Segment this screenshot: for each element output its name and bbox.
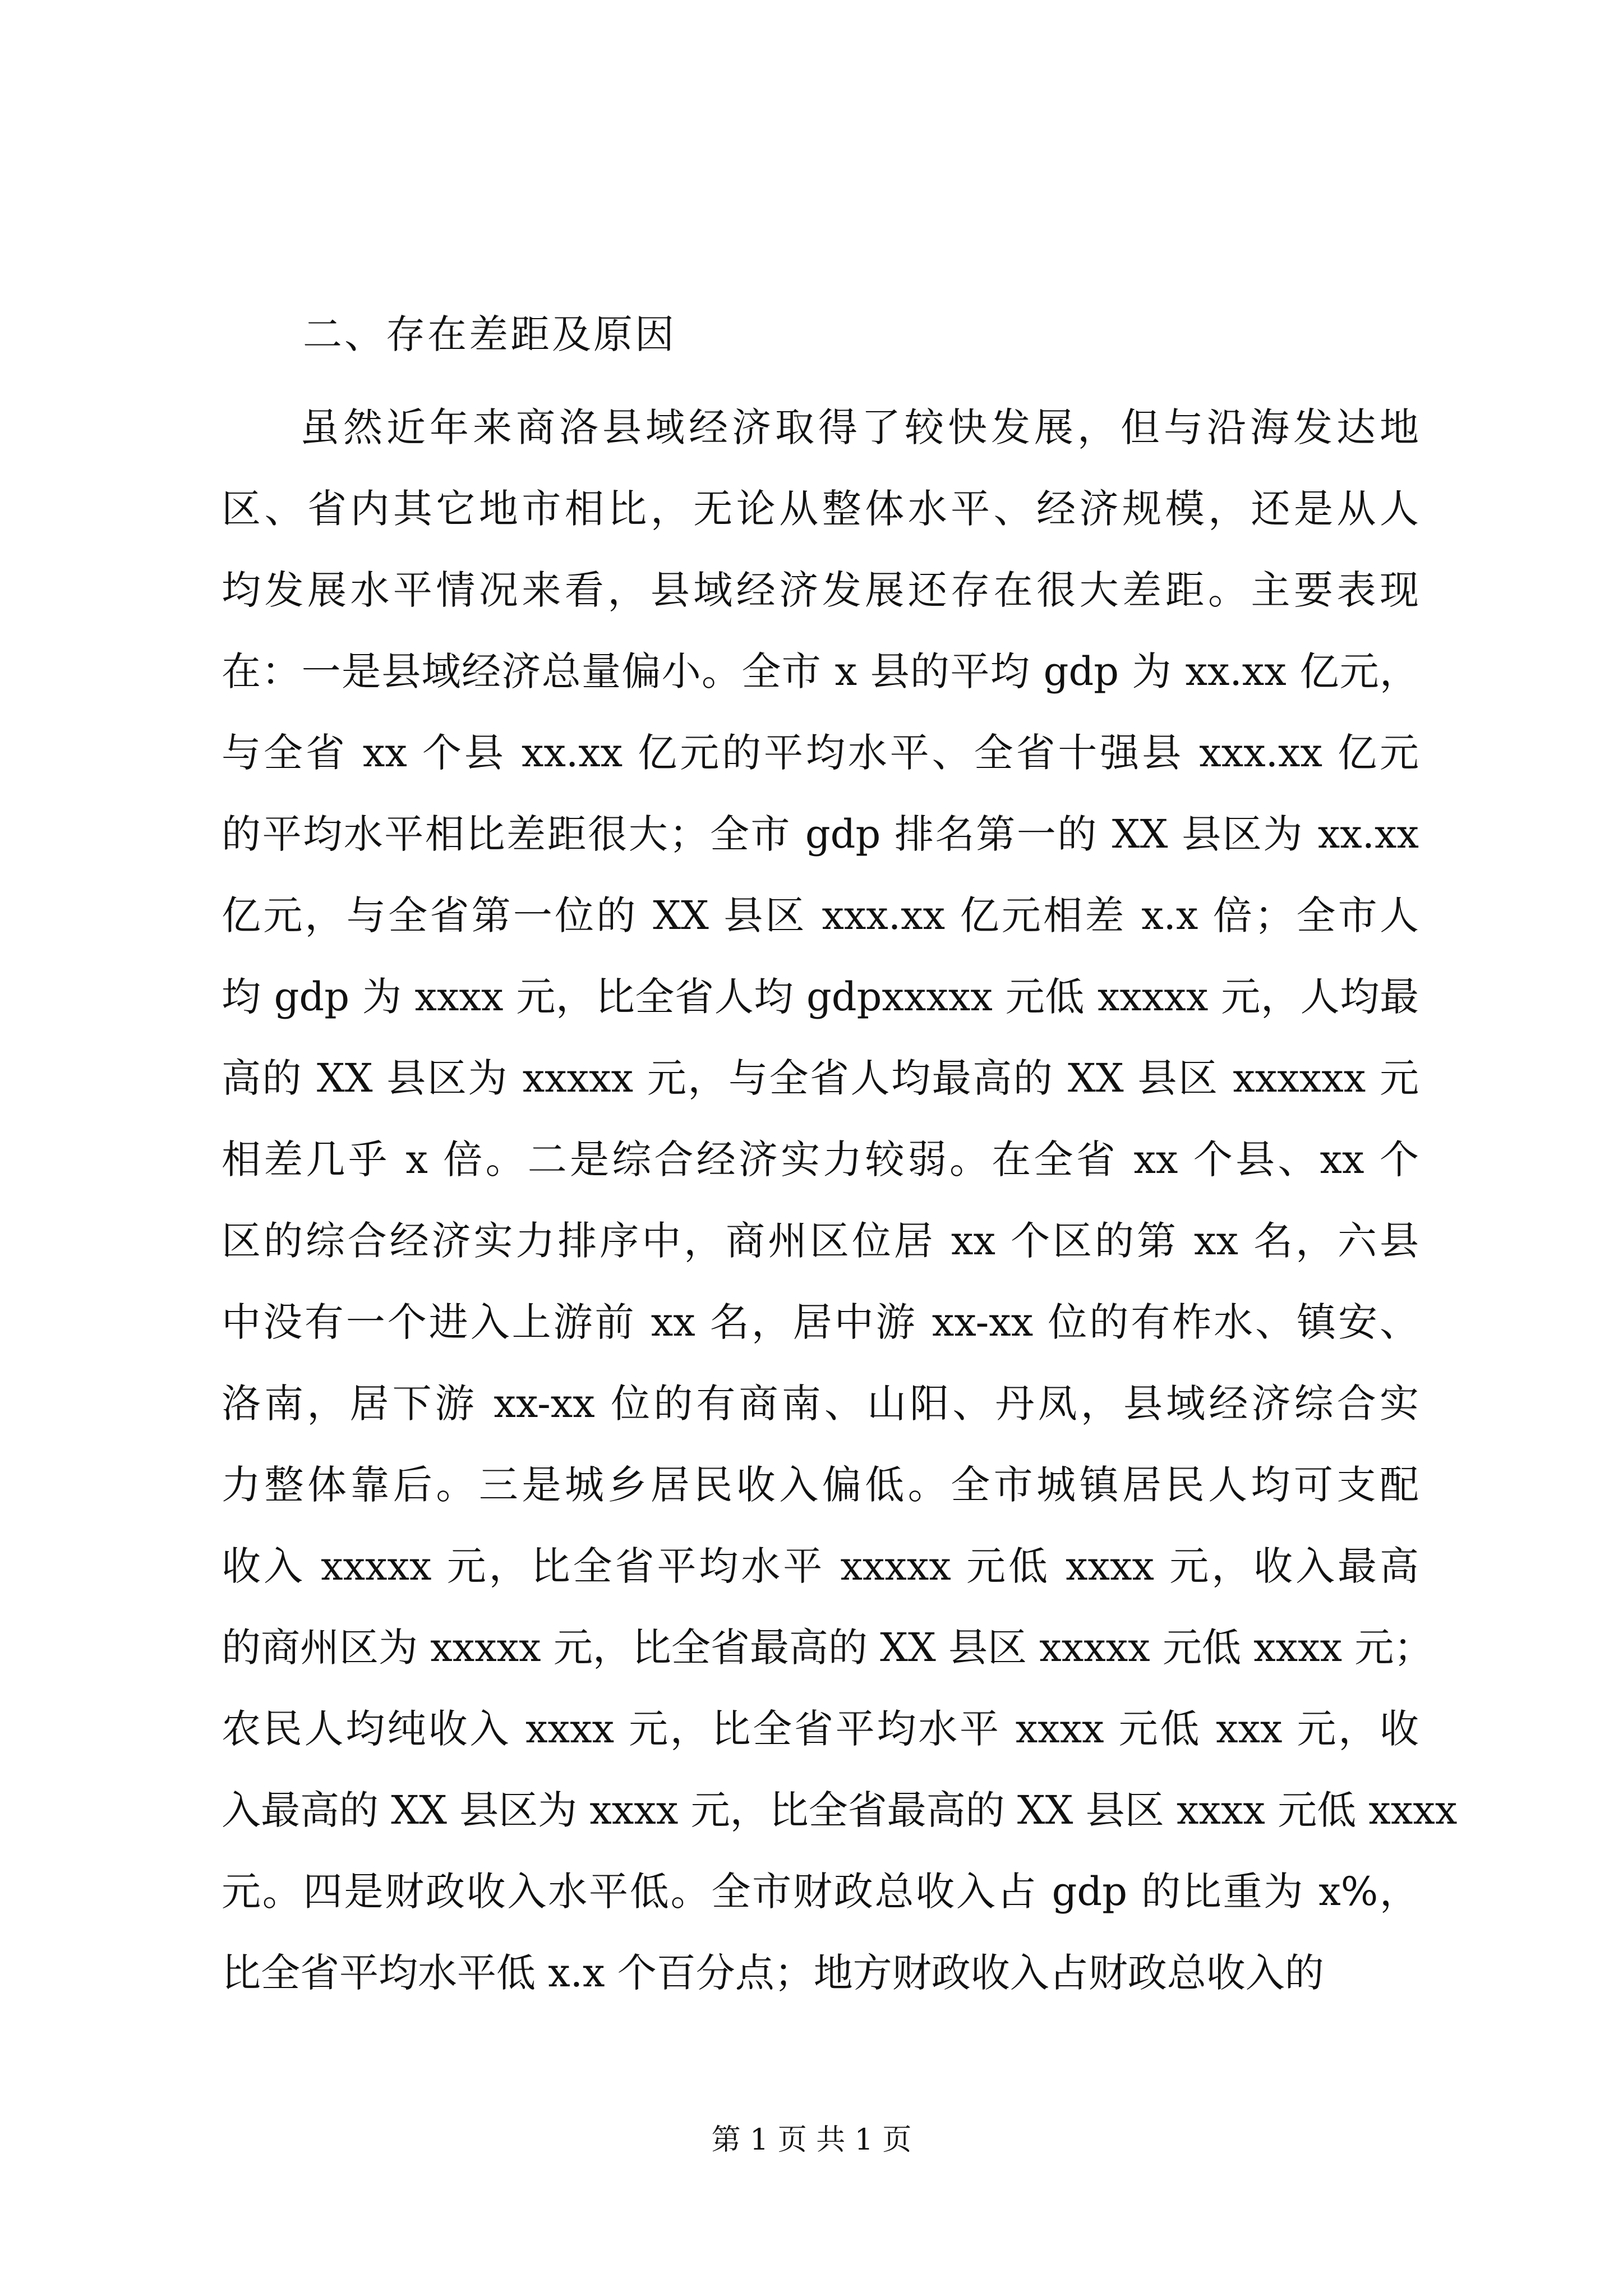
paragraph-line: 在：一是县域经济总量偏小。全市 x 县的平均 gdp 为 xx.xx 亿元， [222,648,1419,694]
paragraph-line: 元。四是财政收入水平低。全市财政总收入占 gdp 的比重为 x%， [222,1869,1419,1915]
paragraph-line: 力整体靠后。三是城乡居民收入偏低。全市城镇居民人均可支配 [222,1462,1419,1508]
section-heading: 二、存在差距及原因 [303,311,676,357]
paragraph-line: 收入 xxxxx 元，比全省平均水平 xxxxx 元低 xxxx 元，收入最高 [222,1543,1419,1589]
page-number: 第 1 页 共 1 页 [711,2123,912,2157]
paragraph-line: 的商州区为 xxxxx 元，比全省最高的 XX 县区 xxxxx 元低 xxxx 元； [222,1625,1433,1671]
paragraph-line: 相差几乎 x 倍。二是综合经济实力较弱。在全省 xx 个县、xx 个 [222,1137,1419,1182]
paragraph-line: 均 gdp 为 xxxx 元，比全省人均 gdpxxxxx 元低 xxxxx 元，人均最 [222,974,1419,1020]
paragraph-line: 高的 XX 县区为 xxxxx 元，与全省人均最高的 XX 县区 xxxxxx 元 [222,1055,1419,1101]
paragraph-line: 洛南，居下游 xx-xx 位的有商南、山阳、丹凤，县域经济综合实 [222,1381,1419,1427]
paragraph-line: 中没有一个进入上游前 xx 名，居中游 xx-xx 位的有柞水、镇安、 [222,1299,1419,1345]
paragraph-line: 区、省内其它地市相比，无论从整体水平、经济规模，还是从人 [222,486,1419,532]
paragraph-line: 虽然近年来商洛县域经济取得了较快发展，但与沿海发达地 [300,404,1419,450]
paragraph-line: 比全省平均水平低 x.x 个百分点；地方财政收入占财政总收入的 [222,1950,1324,1996]
paragraph-line: 的平均水平相比差距很大；全市 gdp 排名第一的 XX 县区为 xx.xx [222,811,1419,857]
paragraph-line: 农民人均纯收入 xxxx 元，比全省平均水平 xxxx 元低 xxx 元，收 [222,1706,1419,1752]
paragraph-line: 亿元，与全省第一位的 XX 县区 xxx.xx 亿元相差 x.x 倍；全市人 [222,892,1419,938]
paragraph-line: 区的综合经济实力排序中，商州区位居 xx 个区的第 xx 名，六县 [222,1218,1419,1264]
paragraph-line: 入最高的 XX 县区为 xxxx 元，比全省最高的 XX 县区 xxxx 元低 xxxx [222,1787,1458,1833]
paragraph-line: 均发展水平情况来看，县域经济发展还存在很大差距。主要表现 [222,567,1419,613]
paragraph-line: 与全省 xx 个县 xx.xx 亿元的平均水平、全省十强县 xxx.xx 亿元 [222,730,1419,776]
body-paragraph [222,387,1458,2014]
